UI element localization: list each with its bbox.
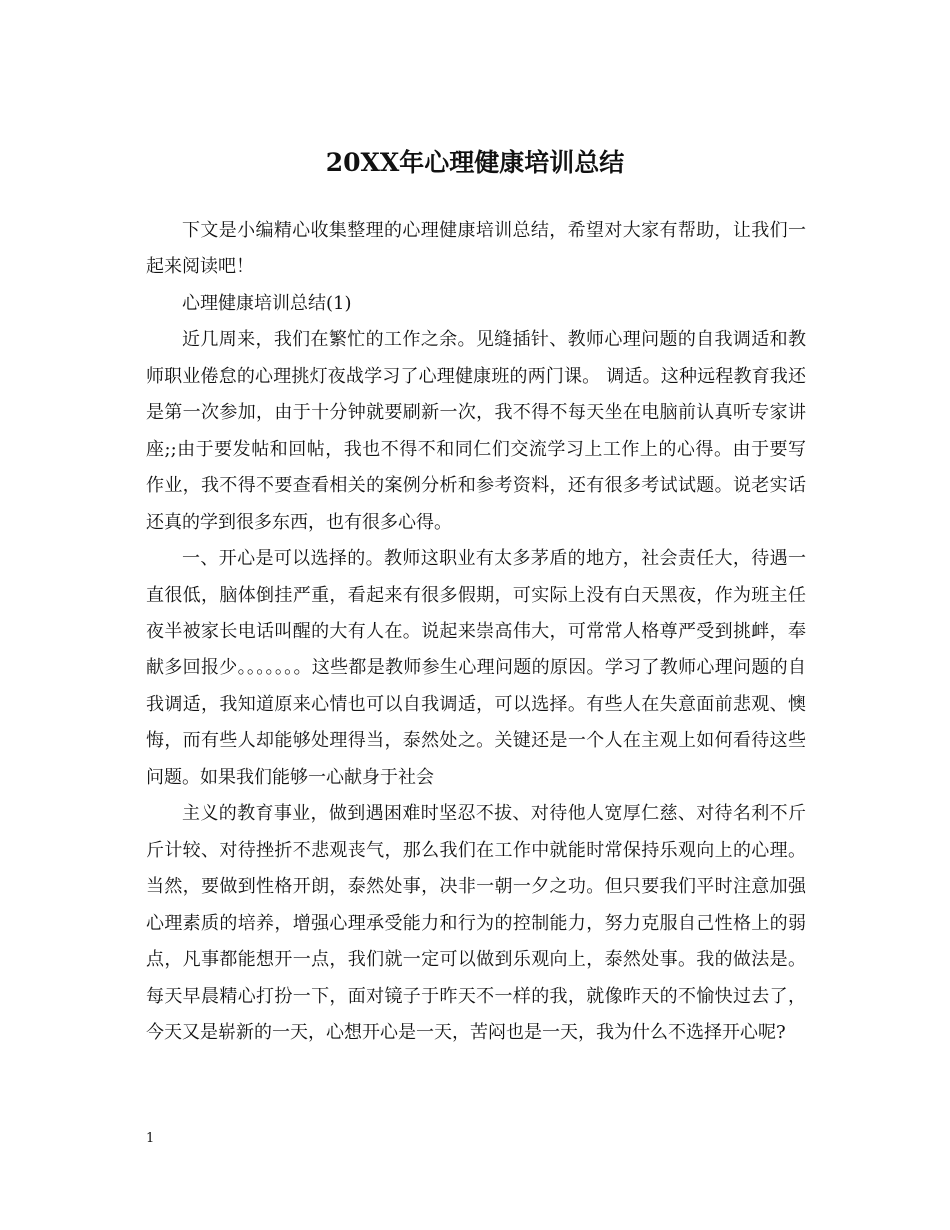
- document-title: 20XX年心理健康培训总结: [325, 148, 625, 177]
- body-paragraph: 一、开心是可以选择的。教师这职业有太多茅盾的地方，社会责任大，待遇一直很低，脑体倒挂严重，看起来有很多假期，可实际上没有白天黑夜，作为班主任夜半被家长电话叫醒的大有人在。说起来崇高伟大，可常常人格尊严受到挑衅，奉献多回报少。。。。。。。这些都是教师参生心理问题的原因。学习了教师心理问题的自我调适，我知道原来心情也可以自我调适，可以选择。有些人在失意面前悲观、懊悔，而有些人却能够处理得当，泰然处之。关键还是一个人在主观上如何看待这些问题。如果我们能够一心献身于社会: [146, 548, 806, 788]
- intro-paragraph: 下文是小编精心收集整理的心理健康培训总结，希望对大家有帮助，让我们一起来阅读吧！: [146, 220, 806, 278]
- body-paragraph: 近几周来，我们在繁忙的工作之余。见缝插针、教师心理问题的自我调适和教师职业倦怠的心理挑灯夜战学习了心理健康班的两门课。 调适。这种远程教育我还是第一次参加，由于十分钟就要刷新一次，我不得不每天坐在电脑前认真听专家讲座;;由于要发帖和回帖，我也不得不和同仁们交流学习上工作上的心得。由于要写作业，我不得不要查看相关的案例分析和参考资料，还有很多考试试题。说老实话还真的学到很多东西，也有很多心得。: [146, 329, 806, 533]
- body-paragraph: 主义的教育事业，做到遇困难时坚忍不拔、对待他人宽厚仁慈、对待名利不斤斤计较、对待挫折不悲观丧气，那么我们在工作中就能时常保持乐观向上的心理。当然，要做到性格开朗，泰然处事，决非一朝一夕之功。但只要我们平时注意加强心理素质的培养，增强心理承受能力和行为的控制能力，努力克服自己性格上的弱点，凡事都能想开一点，我们就一定可以做到乐观向上，泰然处事。我的做法是。每天早晨精心打扮一下，面对镜子于昨天不一样的我，就像昨天的不愉快过去了，今天又是崭新的一天，心想开心是一天，苦闷也是一天，我为什么不选择开心呢?: [146, 803, 806, 1043]
- section-heading: 心理健康培训总结(1): [182, 292, 352, 314]
- page-number: 1: [146, 1131, 155, 1146]
- document-body: [146, 213, 806, 1051]
